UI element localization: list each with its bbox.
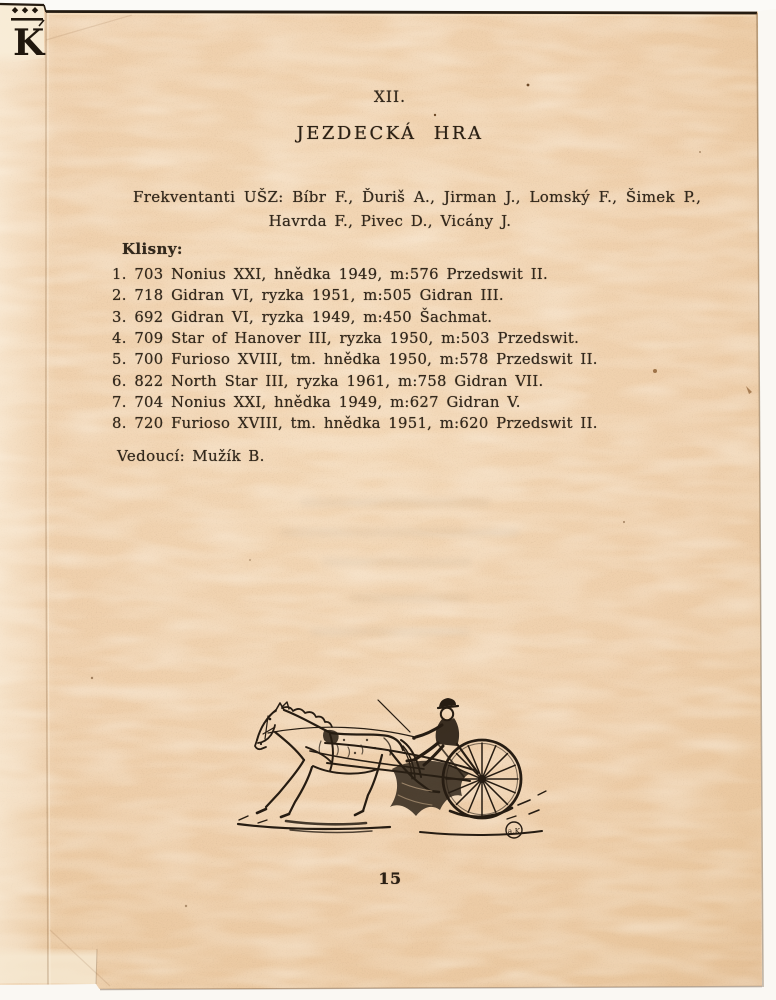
mare-list-item: 7. 704 Nonius XXI, hnědka 1949, m:627 Gidran V.: [112, 393, 521, 411]
horse-sulky-illustration: [224, 683, 554, 848]
page-title: JEZDECKÁ HRA: [296, 123, 484, 144]
leader-line: Vedoucí: Mužík B.: [117, 447, 265, 465]
driver-head: [441, 708, 453, 720]
sulky-wheel: [443, 740, 521, 818]
rein: [268, 727, 415, 737]
page-number: 15: [378, 869, 402, 888]
section-number: XII.: [373, 88, 407, 106]
mare-list-item: 8. 720 Furioso XVIII, tm. hnědka 1951, m:620 Przedswit II.: [112, 415, 598, 433]
mares-heading: Klisny:: [122, 240, 183, 258]
driver-torso: [436, 718, 460, 746]
whip: [378, 700, 410, 732]
illustration-signature: a.K: [507, 826, 521, 836]
mare-list-item: 5. 700 Furioso XVIII, tm. hnědka 1950, m:578 Przedswit II.: [112, 351, 598, 369]
participants-line2: Havrda F., Pivec D., Vicány J.: [268, 212, 512, 230]
harness-saddle: [323, 730, 339, 744]
mare-list-item: 6. 822 North Star III, ryzka 1961, m:758 Gidran VII.: [112, 372, 544, 390]
mare-list-item: 4. 709 Star of Hanover III, ryzka 1950, m:503 Przedswit.: [112, 329, 580, 347]
mare-list-item: 2. 718 Gidran VI, ryzka 1951, m:505 Gidran III.: [112, 287, 504, 305]
wheel-hub: [478, 775, 486, 783]
mare-list-item: 1. 703 Nonius XXI, hnědka 1949, m:576 Przedswit II.: [112, 266, 549, 283]
signature-circle: [506, 822, 522, 838]
horse-eye: [269, 718, 272, 721]
horse-front-leg: [266, 760, 304, 807]
participants-line1: Frekventanti UŠZ: Bíbr F., Ďuriš A., Jirman J., Lomský F., Šimek P.,: [133, 188, 702, 206]
stamp-letter: K: [13, 22, 45, 62]
mare-list-item: 3. 692 Gidran VI, ryzka 1949, m:450 Šachmat.: [112, 308, 493, 326]
mane: [282, 707, 332, 727]
